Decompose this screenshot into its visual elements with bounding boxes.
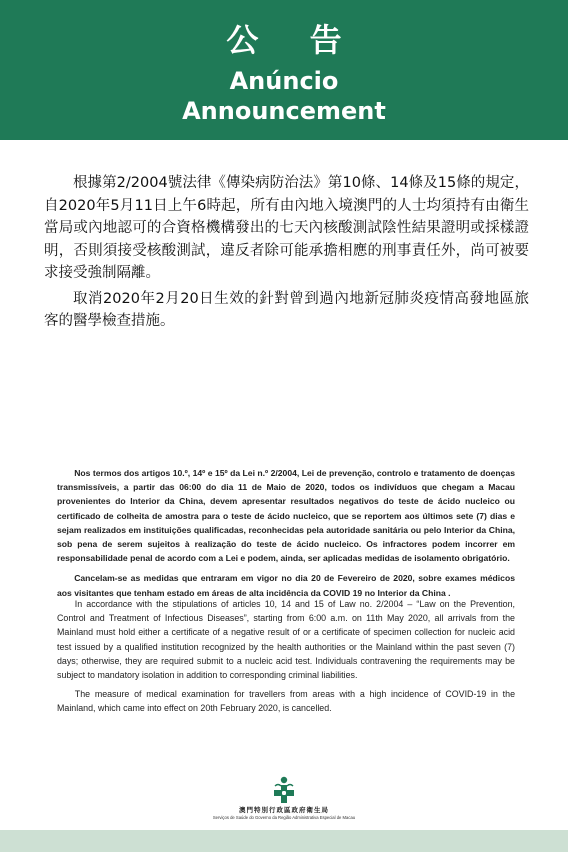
health-bureau-emblem-icon: [270, 776, 298, 804]
organization-name-portuguese: Serviços de Saúde do Governo da Região Administrativa Especial de Macau: [212, 815, 356, 820]
title-english: Announcement: [182, 97, 386, 125]
chinese-paragraph-2: 取消2020年2月20日生效的針對曾到過內地新冠肺炎疫情高發地區旅客的醫學檢查措施。: [44, 290, 529, 329]
portuguese-paragraph-2: Cancelam-se as medidas que entraram em vigor no dia 20 de Fevereiro de 2020, sobre exames médicos aos visitantes que tenham estado em áreas de alta incidência da COVID 19 no Interior da China .: [57, 573, 515, 598]
portuguese-notice: [57, 466, 515, 606]
organization-name-chinese: 澳門特別行政區政府衛生局: [239, 806, 329, 814]
header-banner: [0, 0, 568, 140]
title-chinese: 公 告: [226, 21, 362, 59]
footer-bar: [0, 830, 568, 852]
english-paragraph-2: The measure of medical examination for travellers from areas with a high incidence of COVID-19 in the Mainland, which came into effect on 20th February 2020, is cancelled.: [57, 689, 515, 714]
chinese-paragraph-1: 根據第2/2004號法律《傳染病防治法》第10條、14條及15條的規定，自2020年5月11日上午6時起，所有由內地入境澳門的人士均須持有由衛生當局或內地認可的合資格機構發出的七天內核酸測試陰性結果證明或採樣證明，否則須接受核酸測試，違反者除可能承擔相應的刑事責任外，尚可被要求接受強制隔離。: [44, 175, 529, 281]
health-bureau-logo-block: [0, 776, 568, 821]
chinese-notice: [44, 172, 529, 336]
portuguese-paragraph-1: Nos termos dos artigos 10.º, 14º e 15º da Lei n.º 2/2004, Lei de prevenção, controlo e tratamento de doenças transmissíveis, a partir das 06:00 do dia 11 de Maio de 2020, todos os indivíduos que chegam a Macau provenientes do Interior da China, devem apresentar resultados negativos do teste de ácido nucleico ou certificado de colheita de amostra para o teste de ácido nucleico, que se reportem aos últimos sete (7) dias e sejam realizados em instituições qualificadas, reconhecidas pela autoridade sanitária ou pelo Interior da China, sob pena de serem sujeitos à realização do teste de ácido nucleico. Os infractores podem incorrer em responsabilidade penal de acordo com a Lei e podem, ainda, ser aplicadas medidas de isolamento obrigatório.: [57, 468, 515, 564]
english-paragraph-1: In accordance with the stipulations of articles 10, 14 and 15 of Law no. 2/2004 – “Law on the Prevention, Control and Treatment of Infectious Diseases”, starting from 6:00 a.m. on 11th May 2020, all arrivals from the Mainland must hold either a certificate of a negative result of or a certificate of specimen collection for nucleic acid test issued by a qualified institution recognized by the health authorities or the Mainland within the past seven (7) days; otherwise, they are required submit to a nucleic acid test. Individuals contravening the requirements may be subject to mandatory isolation in addition to corresponding criminal liabilities.: [57, 599, 515, 681]
english-notice: [57, 597, 515, 721]
title-portuguese: Anúncio: [229, 67, 339, 95]
